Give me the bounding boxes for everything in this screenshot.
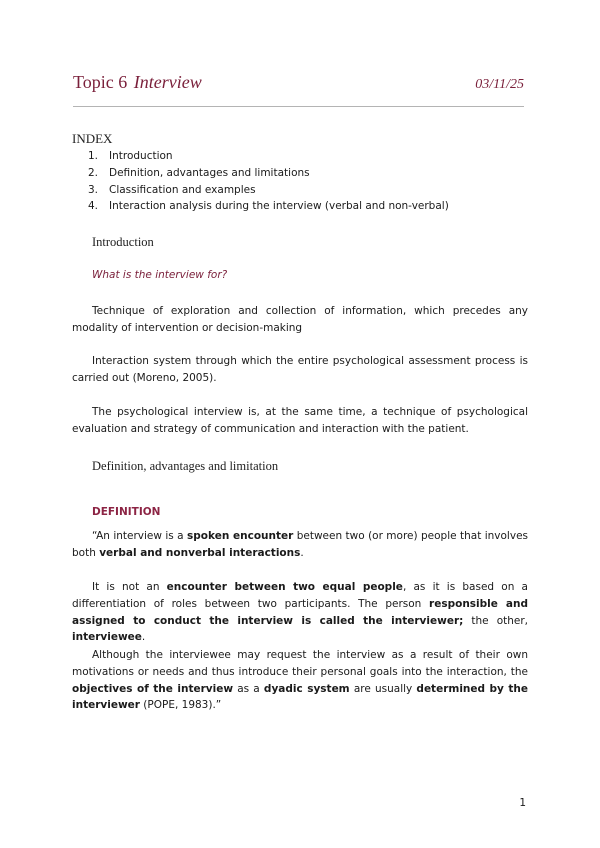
bold-run: responsible and assigned to conduct the interview is called the interviewer; [72, 597, 528, 627]
header-divider [73, 106, 524, 107]
introduction-heading: Introduction [92, 235, 154, 249]
bold-run: dyadic system [263, 682, 350, 695]
introduction-paragraph-1: Technique of exploration and collection of information, which precedes any modality of intervention or decision-making [72, 305, 528, 334]
introduction-paragraph-3: The psychological interview is, at the same time, a technique of psychological evaluation and strategy of communication and interaction with the patient. [72, 406, 528, 435]
text-run: the other, [463, 614, 529, 627]
definition-section-heading: Definition, advantages and limitation [92, 459, 279, 473]
text-run: between two (or more) people that involves both [72, 530, 528, 559]
text-run: are usually [349, 682, 417, 695]
text-run: . [141, 631, 146, 644]
page-number: 1 [519, 797, 526, 809]
index-item-label: Definition, advantages and limitations [109, 166, 310, 179]
index-item-label: Interaction analysis during the interview (verbal and non-verbal) [109, 200, 449, 213]
topic-number: Topic 6 [73, 72, 128, 92]
topic-name: Interview [133, 72, 202, 92]
bold-run: encounter between two equal people [166, 581, 403, 593]
text-run: It is not an [92, 581, 167, 593]
page-header [73, 72, 524, 96]
index-item-number: 2. [88, 166, 99, 179]
index-item [88, 182, 449, 199]
bold-run: interviewee [72, 631, 142, 644]
text-run: . [300, 546, 304, 559]
header-date: 03/11/25 [475, 77, 524, 92]
introduction-paragraph-2: Interaction system through which the entire psychological assessment process is carried out (Moreno, 2005). [72, 355, 528, 384]
index-item-number: 4. [88, 200, 99, 213]
index-list [88, 148, 449, 215]
index-item-label: Classification and examples [109, 183, 256, 196]
text-run: “An interview is a [92, 530, 188, 542]
index-item [88, 198, 449, 215]
bold-run: verbal and nonverbal interactions [99, 546, 301, 559]
index-item-number: 1. [88, 150, 99, 162]
index-item-number: 3. [88, 183, 99, 196]
index-title: INDEX [72, 131, 113, 146]
bold-run: spoken encounter [187, 530, 294, 542]
text-run: as a [233, 682, 264, 695]
topic-title [73, 72, 202, 93]
index-item [88, 148, 449, 165]
bold-run: objectives of the interview [72, 682, 234, 695]
text-run: , as it is based on a differentiation of roles between two participants. The person [72, 581, 528, 610]
text-run: (POPE, 1983).” [139, 699, 222, 712]
text-run: Although the interviewee may request the interview as a result of their own motivations or needs and thus introduce their personal goals into the interaction, the [72, 649, 528, 678]
definition-paragraph-2 [72, 579, 528, 646]
bold-run: determined by the interviewer [72, 682, 528, 712]
definition-paragraph-3 [72, 647, 528, 714]
index-item-label: Introduction [109, 150, 173, 162]
definition-paragraph-1 [72, 528, 528, 562]
definition-subheading: DEFINITION [92, 506, 161, 518]
introduction-question: What is the interview for? [92, 269, 228, 281]
index-item [88, 165, 449, 182]
